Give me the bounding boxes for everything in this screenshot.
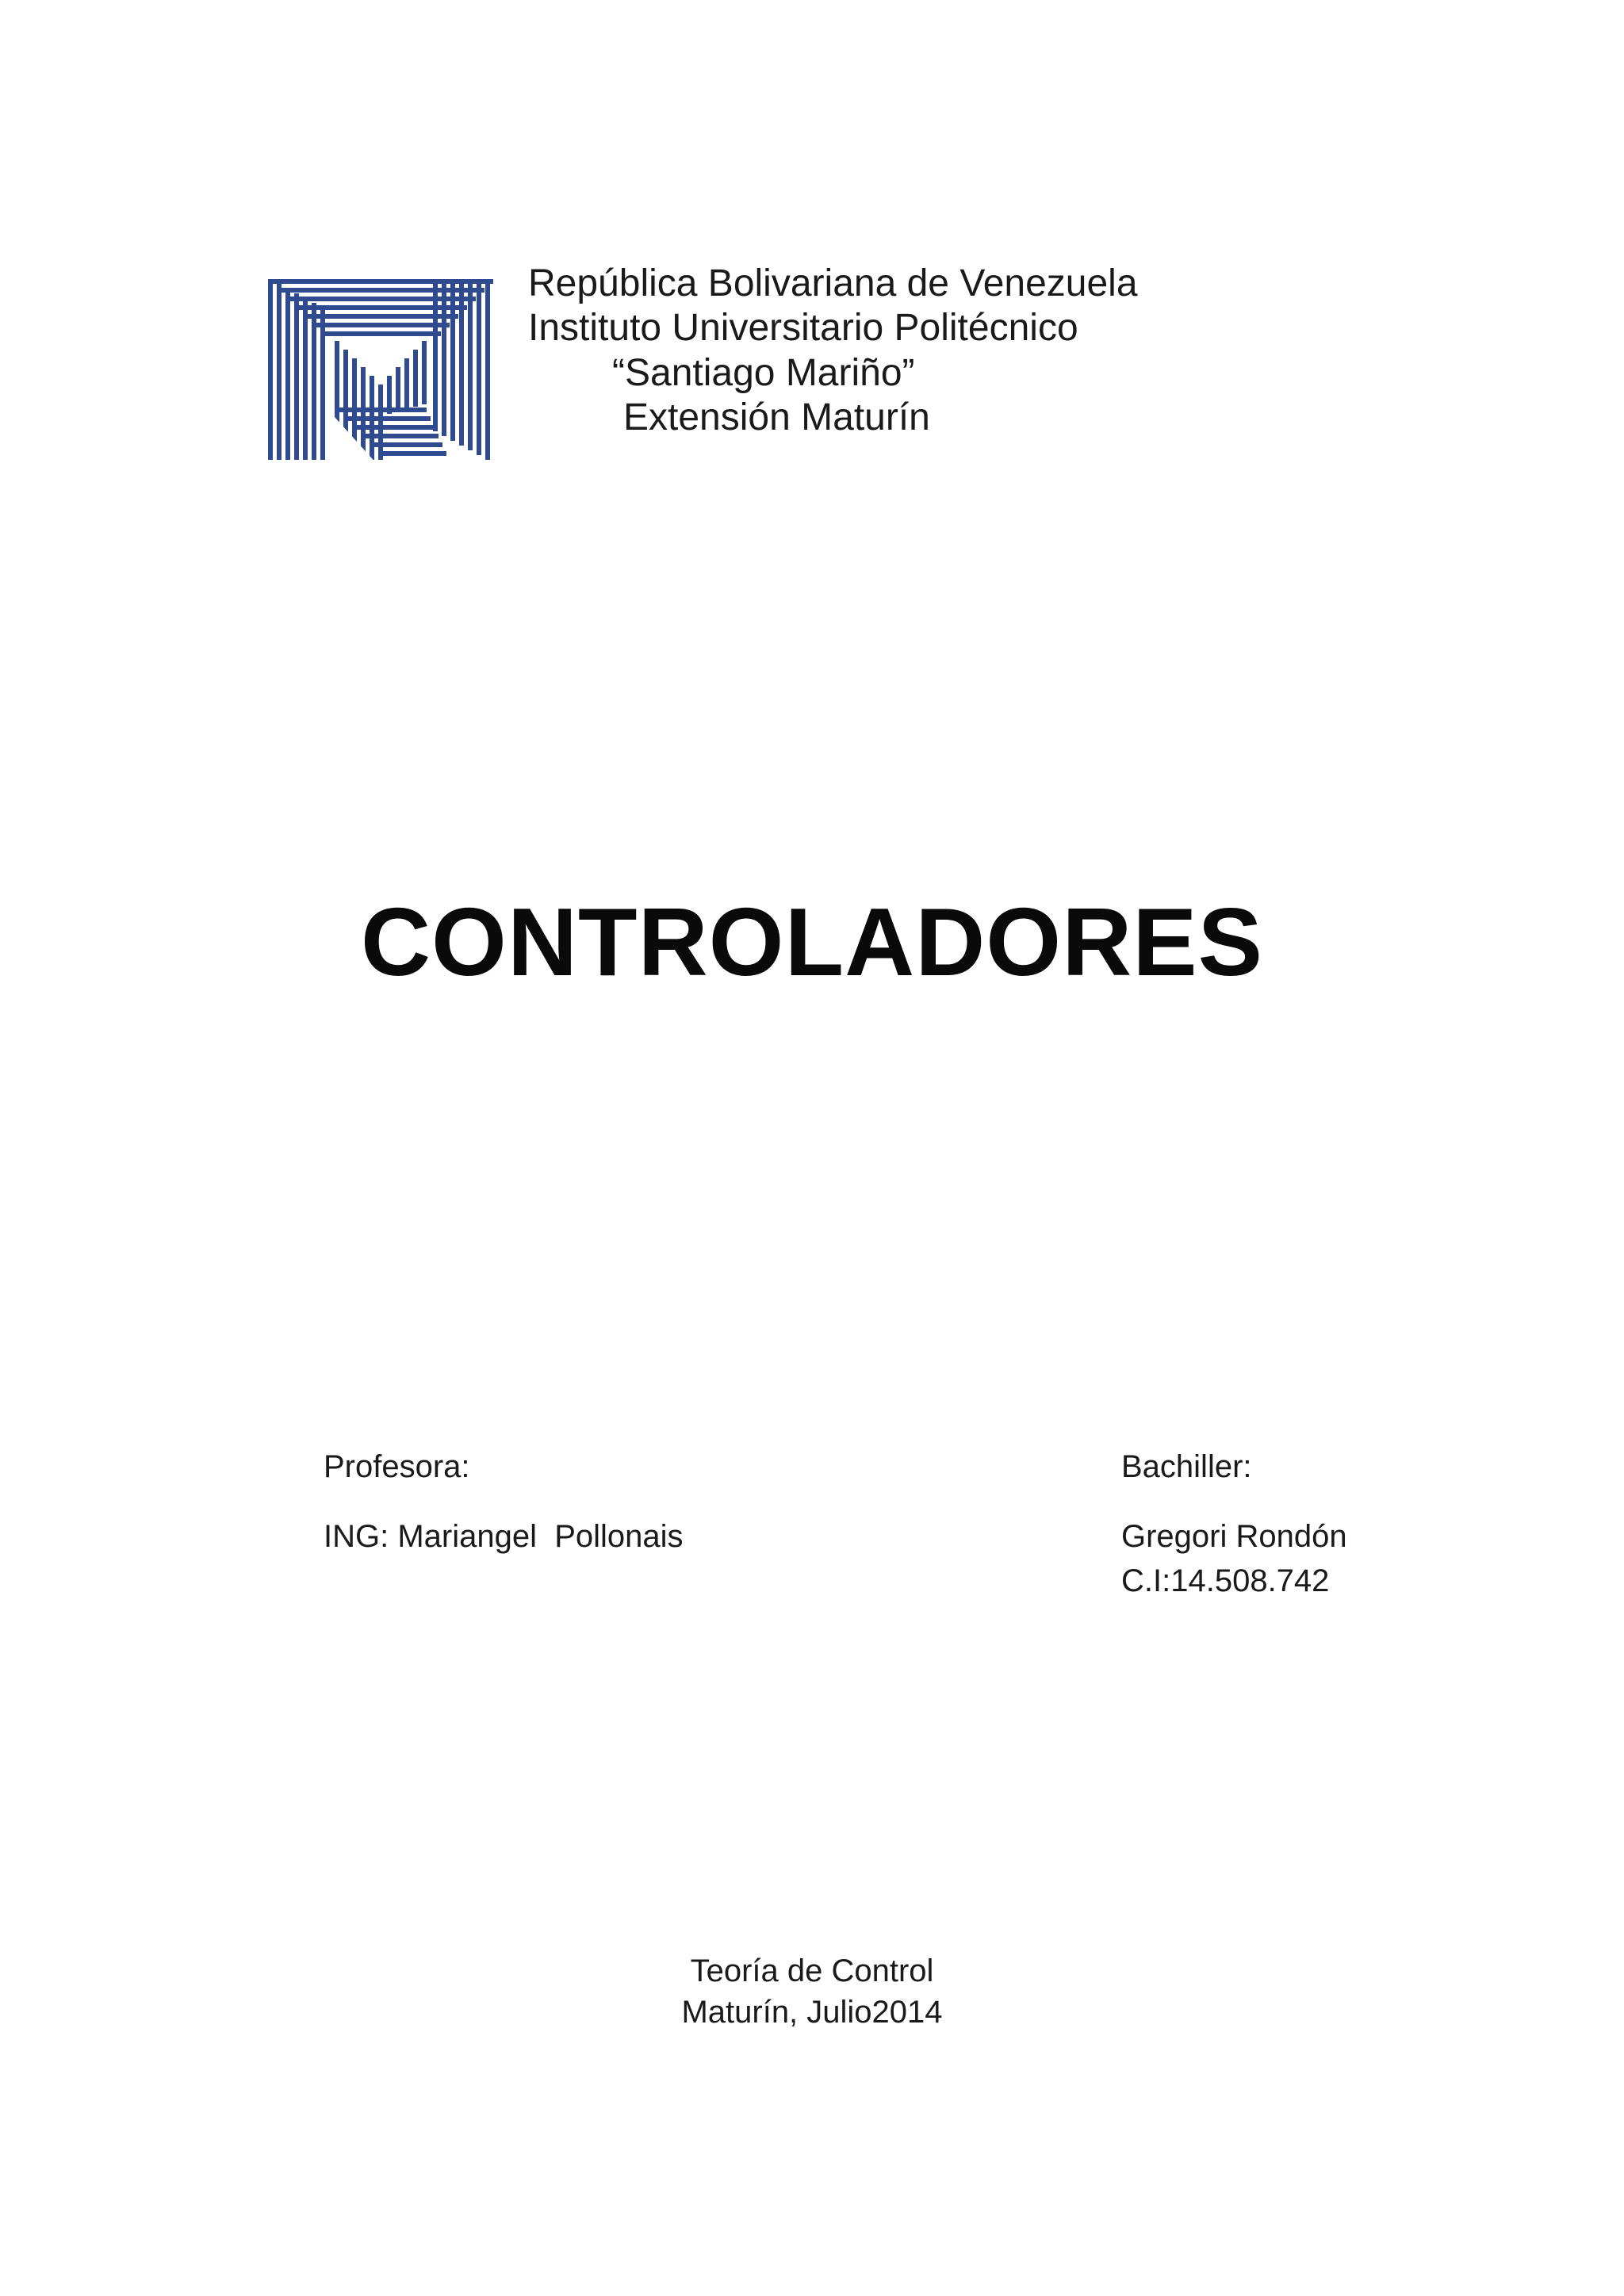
student-id: C.I:14.508.742 — [1121, 1563, 1330, 1598]
student-name: Gregori Rondón — [1121, 1519, 1347, 1554]
institution-logo — [266, 274, 495, 465]
place-date: Maturín, Julio2014 — [681, 1995, 943, 2030]
professor-label: Profesora: — [324, 1449, 470, 1484]
header-institute-name: “Santiago Mariño” — [612, 352, 915, 394]
document-title: CONTROLADORES — [360, 888, 1264, 996]
header-extension: Extensión Maturín — [623, 396, 930, 438]
header-institute: Instituto Universitario Politécnico — [528, 307, 1078, 349]
course-name: Teoría de Control — [690, 1954, 934, 1988]
professor-name: ING: Mariangel Pollonais — [324, 1519, 684, 1554]
header-country: República Bolivariana de Venezuela — [528, 262, 1138, 304]
student-label: Bachiller: — [1121, 1449, 1252, 1484]
institution-logo-icon — [266, 274, 495, 465]
